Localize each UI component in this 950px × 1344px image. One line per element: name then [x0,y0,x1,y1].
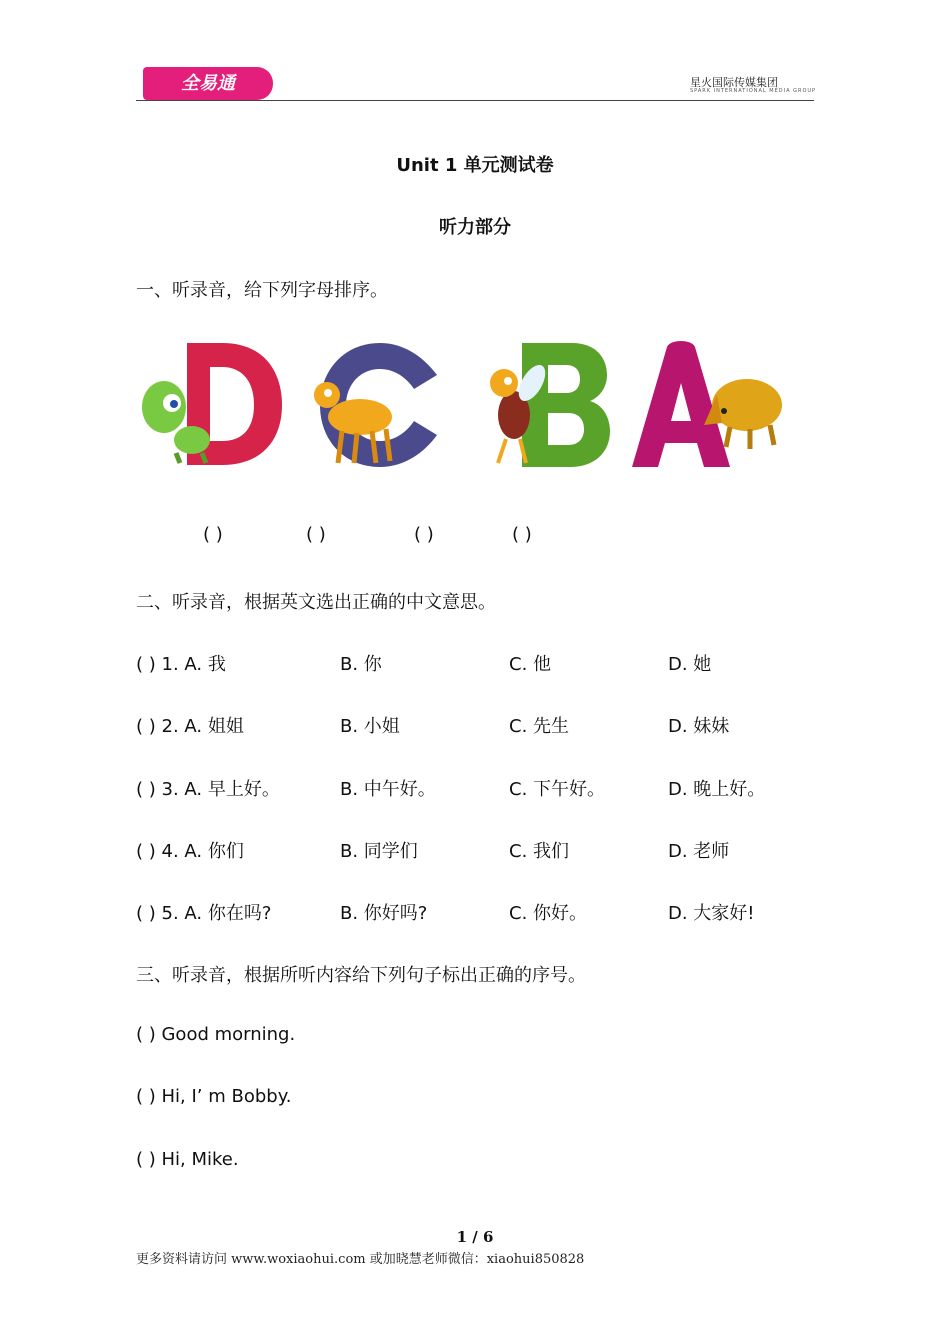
question-2-option-b[interactable]: B. 小姐 [340,716,400,737]
page-subtitle: 听力部分 [439,217,511,238]
blank-1[interactable]: ( ) [203,524,223,545]
blank-2[interactable]: ( ) [306,524,326,545]
publisher-logo [143,67,273,100]
question-1-option-a[interactable]: ( ) 1. A. 我 [136,654,226,675]
question-4-option-b[interactable]: B. 同学们 [340,841,418,862]
letter-a-illustration [632,341,782,467]
question-1-option-c[interactable]: C. 他 [509,654,552,675]
page-title: Unit 1 单元测试卷 [396,155,554,176]
question-4-option-a[interactable]: ( ) 4. A. 你们 [136,841,244,862]
question-4-option-c[interactable]: C. 我们 [509,841,570,862]
question-5-option-c[interactable]: C. 你好。 [509,903,588,924]
logo-text: 全易通 [181,73,235,94]
sentence-item[interactable]: ( ) Good morning. [136,1024,296,1045]
question-2-option-a[interactable]: ( ) 2. A. 姐姐 [136,716,244,737]
question-5-option-b[interactable]: B. 你好吗? [340,903,428,924]
question-5-option-d[interactable]: D. 大家好! [668,903,755,924]
page-number: 1 / 6 [456,1228,494,1246]
sentence-item[interactable]: ( ) Hi, Mike. [136,1149,239,1170]
question-3-option-b[interactable]: B. 中午好。 [340,779,436,800]
blank-3[interactable]: ( ) [414,524,434,545]
blank-4[interactable]: ( ) [512,524,532,545]
header-divider [136,100,814,101]
letter-illustrations [132,335,792,475]
letter-d-illustration [142,343,282,465]
letter-b-illustration [490,343,610,467]
brand-subtitle: SPARK INTERNATIONAL MEDIA GROUP [690,88,817,94]
letter-c-illustration [314,343,437,467]
section-3-heading: 三、听录音，根据所听内容给下列句子标出正确的序号。 [136,965,586,986]
question-4-option-d[interactable]: D. 老师 [668,841,730,862]
section-2-heading: 二、听录音，根据英文选出正确的中文意思。 [136,592,496,613]
brand-name: 星火国际传媒集团 [690,76,778,89]
question-3-option-d[interactable]: D. 晚上好。 [668,779,766,800]
question-2-option-c[interactable]: C. 先生 [509,716,570,737]
question-2-option-d[interactable]: D. 妹妹 [668,716,730,737]
question-1-option-b[interactable]: B. 你 [340,654,382,675]
sentence-item[interactable]: ( ) Hi, I’ m Bobby. [136,1086,292,1107]
question-5-option-a[interactable]: ( ) 5. A. 你在吗? [136,903,272,924]
question-1-option-d[interactable]: D. 她 [668,654,712,675]
section-1-heading: 一、听录音，给下列字母排序。 [136,280,388,301]
question-3-option-c[interactable]: C. 下午好。 [509,779,606,800]
question-3-option-a[interactable]: ( ) 3. A. 早上好。 [136,779,280,800]
footer-note: 更多资料请访问 www.woxiaohui.com 或加晓慧老师微信：xiaohui850828 [136,1252,585,1267]
